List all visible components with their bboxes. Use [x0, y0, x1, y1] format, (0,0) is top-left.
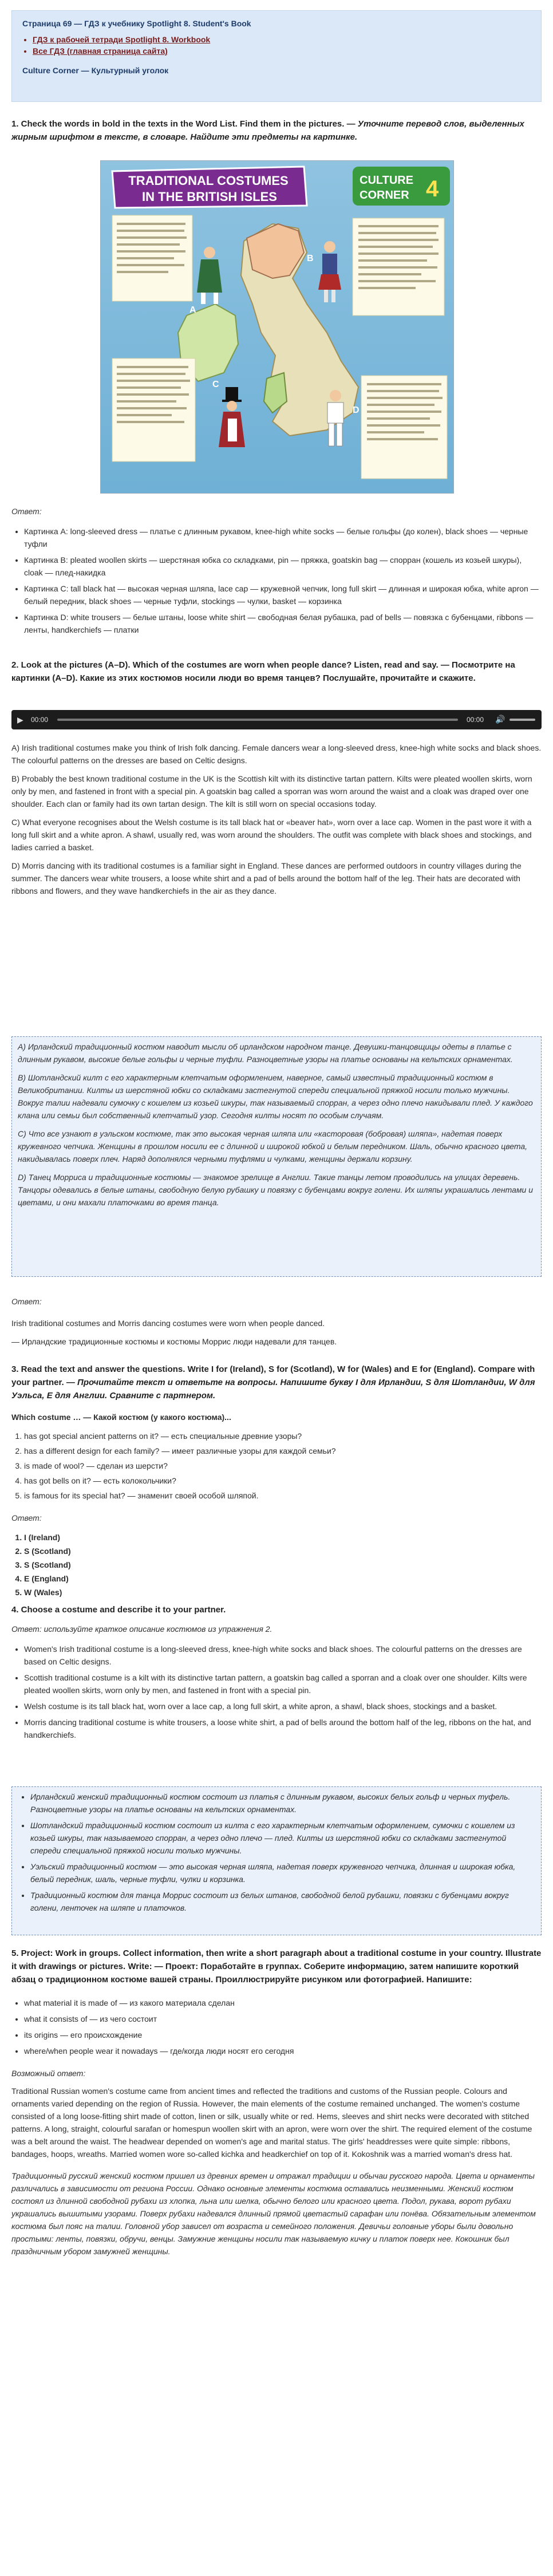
- task4-en-list: [11, 1643, 542, 1741]
- task5: [11, 1947, 542, 2258]
- sample-label: Возможный ответ:: [11, 2069, 86, 2078]
- text-c: C) What everyone recognises about the Welsh costume is its tall black hat or «beaver hat», worn over a lace cap. Women in the past wore it with a long full skirt and a white apron. A shawl, usually red, was worn around the shoulders. The outfit was complete with black shoes and stockings, and ladies carried a basket.: [11, 818, 532, 852]
- task2-title-en: 2. Look at the pictures (A–D). Which of the costumes are worn when people dance? Listen, read and say. —: [11, 660, 449, 670]
- corner-number: 4: [426, 176, 439, 202]
- task2: [11, 658, 542, 685]
- page-title-text: Страница 69 — ГДЗ к учебнику Spotlight 8. Student's Book: [22, 19, 251, 28]
- question-item: 4. has got bells on it? — есть колокольчики?: [24, 1474, 542, 1487]
- task1: [11, 117, 542, 144]
- task2-answer-ru: — Ирландские традиционные костюмы и костюмы Моррис люди надевали для танцев.: [11, 1337, 337, 1346]
- costume-description: • Morris dancing traditional costume is white trousers, a loose white shirt, a pad of bells around the bottom half of the leg, ribbons on the hat, and handkerchiefs.: [24, 1716, 542, 1741]
- task3-title: [11, 1363, 542, 1402]
- task3-subtitle: Which costume … — Какой костюм (у какого костюма)...: [11, 1413, 231, 1422]
- text-b: B) Probably the best known traditional costume in the UK is the Scottish kilt with its distinctive tartan pattern. Kilts were pleated woollen skirts, worn only by men, and fastened in front with a special pin. A goatskin bag called a sporran was worn around the waist and a cloak was draped over one shoulder. Each clan or family had its own tartan design. The kilt is still worn on special occasions today.: [11, 774, 532, 808]
- header-box: [11, 10, 542, 102]
- link-item: [33, 35, 531, 44]
- costume-translation: • Шотландский традиционный костюм состоит из килта с его характерным клетчатым оформлением, сумочки с кошелем из козьей шкуры, так называемого спорран, а через одно плечо — плед. Килты из шерстяной юбки со складками застегнутой спереди специальной пряжкой носили только мужчины.: [30, 1819, 535, 1857]
- task2-title: [11, 658, 542, 685]
- task1-title: [11, 117, 542, 144]
- answer-item: 1. I (Ireland): [24, 1530, 542, 1544]
- costume-description: • Welsh costume is its tall black hat, worn over a lace cap, a long full skirt, a white apron, a shawl, black shoes, stockings and a basket.: [24, 1700, 542, 1713]
- link-item: [33, 46, 531, 56]
- workbook-link[interactable]: ГДЗ к рабочей тетради Spotlight 8. Workbook: [33, 35, 211, 44]
- audio-current-time: 00:00: [31, 716, 49, 724]
- answer-label: Ответ:: [11, 1513, 42, 1522]
- task5-bullets: [11, 1997, 542, 2057]
- costume-translation: • Ирландский женский традиционный костюм состоит из платья с длинным рукавом, высоких белых гольф и черных туфель. Разноцветные узоры на платье основаны на кельтских орнаментах.: [30, 1790, 535, 1816]
- answer-item: 2. S (Scotland): [24, 1544, 542, 1558]
- answer-label: Ответ:: [11, 1297, 42, 1306]
- task5-title: [11, 1947, 542, 1986]
- task1-title-ru: Уточните перевод слов, выделенных жирным шрифтом в тексте, в словаре. Найдите эти предметы на картинке.: [11, 119, 524, 142]
- task3-title-en: 3. Read the text and answer the questions. Write I for (Ireland), S for (Scotland), W for (Wales) and E for (England). Compare with your partner. —: [11, 1364, 535, 1387]
- banner-line2: IN THE BRITISH ISLES: [142, 190, 277, 204]
- project-point: • its origins — его происхождение: [24, 2029, 542, 2041]
- question-item: 2. has a different design for each family? — имеет различные узоры для каждой семьи?: [24, 1445, 542, 1457]
- sample-text-en: Traditional Russian women's costume came from ancient times and reflected the traditions and customs of the Russian people. Colours and ornaments varied depending on the region of Russia. However, the main elements of the costume remained unchanged. The women's costume consisted of a long loose-fitting shirt made of cotton, linen or silk, usually white or red. Hems, sleeves and shirt necks were decorated with stitched patterns. A long, straight, colourful sarafan or homespun woollen skirt with an apron, were worn over the shirt. The required element of the costume was a belt around the waist. The headwear depended on women's age and marital status. The girls' headdresses were quite simple: ribbons, bandages, hoops, wreaths. Married women wore so-called kichka and headkerchief on top of it. Kokoshnik was a married woman's dress hat.: [11, 2086, 532, 2159]
- task4: [11, 1603, 542, 1745]
- task4-ru-list: [18, 1790, 535, 1914]
- task4-subtitle: Ответ: используйте краткое описание костюмов из упражнения 2.: [11, 1624, 272, 1634]
- answer-item: • Картинка D: white trousers — белые штаны, loose white shirt — свободная белая рубашка, pad of bells — повязка с бубенцами, ribbons — ленты, handkerchiefs — платки: [24, 611, 542, 636]
- answer-item: 5. W (Wales): [24, 1585, 542, 1599]
- question-item: 3. is made of wool? — сделан из шерсти?: [24, 1459, 542, 1472]
- text-d: D) Morris dancing with its traditional costumes is a familiar sight in England. These dances are performed outdoors in country villages during the summer. The dancers wear white trousers, a loose white shirt and a pad of bells around the bottom half of the leg. Their hats are decorated with ribbons and flowers, and they wave handkerchiefs in the air as they dance.: [11, 861, 522, 896]
- task3-title-ru: Прочитайте текст и ответьте на вопросы. Напишите букву I для Ирландии, S для Шотландии, W для Уэльса, E для Англии. Сравните с партнером.: [11, 1378, 535, 1401]
- sample-text-ru: Традиционный русский женский костюм пришел из древних времен и отражал традиции и обычаи русского народа. Цвета и орнаменты различались в зависимости от региона России. Однако основные элементы костюма оставались неизменными. Женский костюм состоял из длинной свободной рубахи из хлопка, льна или шелка, обычно белого или красного цвета. Подол, рукава, ворот рубахи украшались вышитыми узорами. Поверх рубахи надевался длинный прямой цветастый сарафан или понёва. Обязательным элементом костюма был пояс на талии. Головной убор зависел от возраста и семейного положения. Девичьи головные уборы были довольно простыми: ленты, повязки, обручи, венцы. Замужние женщины носили так называемую кичку и платок поверх нее. Кокошник был праздничным убором замужней женщины.: [11, 2171, 536, 2256]
- task2-translation: [11, 1036, 542, 1277]
- task4-title: 4. Choose a costume and describe it to your partner.: [11, 1605, 226, 1615]
- project-point: • what material it is made of — из какого материала сделан: [24, 1997, 542, 2009]
- links-list: [22, 35, 531, 56]
- label-a: A: [189, 305, 196, 315]
- costume-description: • Scottish traditional costume is a kilt with its distinctive tartan pattern, a goatskin bag called a sporran and a cloak over one shoulder. Kilts were pleated woollen skirts, worn only by men, and fastened in front with a special pin.: [24, 1671, 542, 1697]
- banner-line1: TRADITIONAL COSTUMES: [128, 173, 289, 188]
- map-illustration: [101, 161, 453, 493]
- label-d: D: [353, 405, 360, 415]
- task3-questions: [11, 1430, 542, 1502]
- task4-translation: [11, 1786, 542, 1935]
- page-title: [22, 19, 531, 28]
- corner-word1: CULTURE: [360, 174, 414, 187]
- task2-texts: [11, 741, 542, 903]
- costume-translation: • Традиционный костюм для танца Моррис состоит из белых штанов, свободной белой рубашки, повязки с бубенцами вокруг голени, ленточек на шляпе и платочков.: [30, 1889, 535, 1914]
- translation-c: C) Что все узнают в уэльском костюме, так это высокая черная шляпа или «касторовая (бобровая) шляпа», надетая поверх кружевного чепчика. Женщины в прошлом носили ее с длинной и широкой юбкой и белым передником. Шаль, обычно красного цвета, накидывалась поверх плеч. Наряд дополнялся черными туфлями и чулками, женщины держали корзину.: [18, 1129, 528, 1163]
- section-title: Culture Corner — Культурный уголок: [22, 66, 169, 75]
- task5-title-ru: Проект: Поработайте в группах. Соберите информацию, затем напишите короткий абзац о традиционном костюме вашей страны. Проиллюстрируйте рисунком или фотографией. Напишите:: [11, 1962, 519, 1985]
- answer-item: • Картинка C: tall black hat — высокая черная шляпа, lace cap — кружевной чепчик, long full skirt — длинная и широкая юбка, white apron — белый передник, black shoes — черные туфли, stockings — чулки, basket — корзинка: [24, 582, 542, 607]
- task3-answers: [11, 1530, 542, 1599]
- answer-item: • Картинка A: long-sleeved dress — платье с длинным рукавом, knee-high white socks — белые гольфы (до колен), black shoes — черные туфли: [24, 525, 542, 550]
- translation-b: B) Шотландский килт с его характерным клетчатым оформлением, наверное, самый известный традиционный костюм в Великобритании. Килты из шерстяной юбки со складками застегнутой спереди специальной пряжкой носили только мужчины. Вокруг талии надевали сумочку с кошелем из козьей шкуры, так называемый спорран, а через одно плечо накидывали плед. У каждого клана или семьи был собственный клетчатый узор. Сегодня килты носят по особым случаям.: [18, 1073, 533, 1120]
- task1-answer-list: [11, 525, 542, 636]
- answer-item: 4. E (England): [24, 1572, 542, 1585]
- volume-icon[interactable]: 🔊: [495, 715, 505, 724]
- culture-corner-image: [100, 160, 454, 494]
- audio-duration: 00:00: [467, 716, 484, 724]
- task3: [11, 1363, 542, 1599]
- question-item: 5. is famous for its special hat? — знаменит своей особой шляпой.: [24, 1489, 542, 1502]
- project-point: • what it consists of — из чего состоит: [24, 2013, 542, 2025]
- project-point: • where/when people wear it nowadays — где/когда люди носят его сегодня: [24, 2045, 542, 2057]
- label-b: B: [307, 254, 314, 263]
- costume-translation: • Уэльский традиционный костюм — это высокая черная шляпа, надетая поверх кружевного чепчика, длинная и широкая юбка, белый передник, шаль, черные туфли, чулки и корзинка.: [30, 1860, 535, 1885]
- task1-answer: [11, 507, 542, 640]
- task2-answer: [11, 1295, 542, 1354]
- task2-answer-en: Irish traditional costumes and Morris dancing costumes were worn when people danced.: [11, 1319, 325, 1328]
- play-icon[interactable]: ▶: [17, 715, 23, 724]
- volume-slider[interactable]: [509, 719, 535, 721]
- corner-word2: CORNER: [360, 189, 409, 202]
- answer-item: • Картинка B: pleated woollen skirts — шерстяная юбка со складками, pin — пряжка, goatskin bag — спорран (кошель из козьей шкуры), cloak — плед-накидка: [24, 554, 542, 579]
- label-c: C: [212, 380, 219, 389]
- question-item: 1. has got special ancient patterns on it? — есть специальные древние узоры?: [24, 1430, 542, 1442]
- translation-a: A) Ирландский традиционный костюм наводит мысли об ирландском народном танце. Девушки-танцовщицы одеты в платье с длинным рукавом, высокие белые гольфы и черные туфли. Разноцветные узоры на платье основаны на кельтских орнаментах.: [18, 1042, 513, 1064]
- task5-title-en: 5. Project: Work in groups. Collect information, then write a short paragraph about a traditional costume in your country. Illustrate it with drawings or pictures. Write: —: [11, 1948, 542, 1971]
- audio-player[interactable]: [11, 710, 542, 729]
- translation-d: D) Танец Морриса и традиционные костюмы — знакомое зрелище в Англии. Такие танцы летом проводились на улицах деревень. Танцоры одевались в белые штаны, свободную белую рубашку и повязку с бубенцами вокруг голени. Их шляпы украшались лентами и цветами, и они махали платочками во время танца.: [18, 1173, 533, 1207]
- task1-title-en: 1. Check the words in bold in the texts in the Word List. Find them in the pictures. —: [11, 119, 356, 129]
- costume-description: • Women's Irish traditional costume is a long-sleeved dress, knee-high white socks and black shoes. The colourful patterns on the dresses are based on Celtic designs.: [24, 1643, 542, 1668]
- audio-progress-bar[interactable]: [57, 719, 458, 721]
- task2-title-ru: Посмотрите на картинки (A–D). Какие из этих костюмов носили люди во время танцев? Послушайте, прочитайте и скажите.: [11, 660, 515, 683]
- answer-item: 3. S (Scotland): [24, 1558, 542, 1572]
- all-gdz-link[interactable]: Все ГДЗ (главная страница сайта): [33, 46, 168, 56]
- text-a: A) Irish traditional costumes make you think of Irish folk dancing. Female dancers wear a long-sleeved dress, knee-high white socks and black shoes. The colourful patterns on the dresses are based on Celtic designs.: [11, 743, 542, 765]
- answer-label: Ответ:: [11, 507, 42, 516]
